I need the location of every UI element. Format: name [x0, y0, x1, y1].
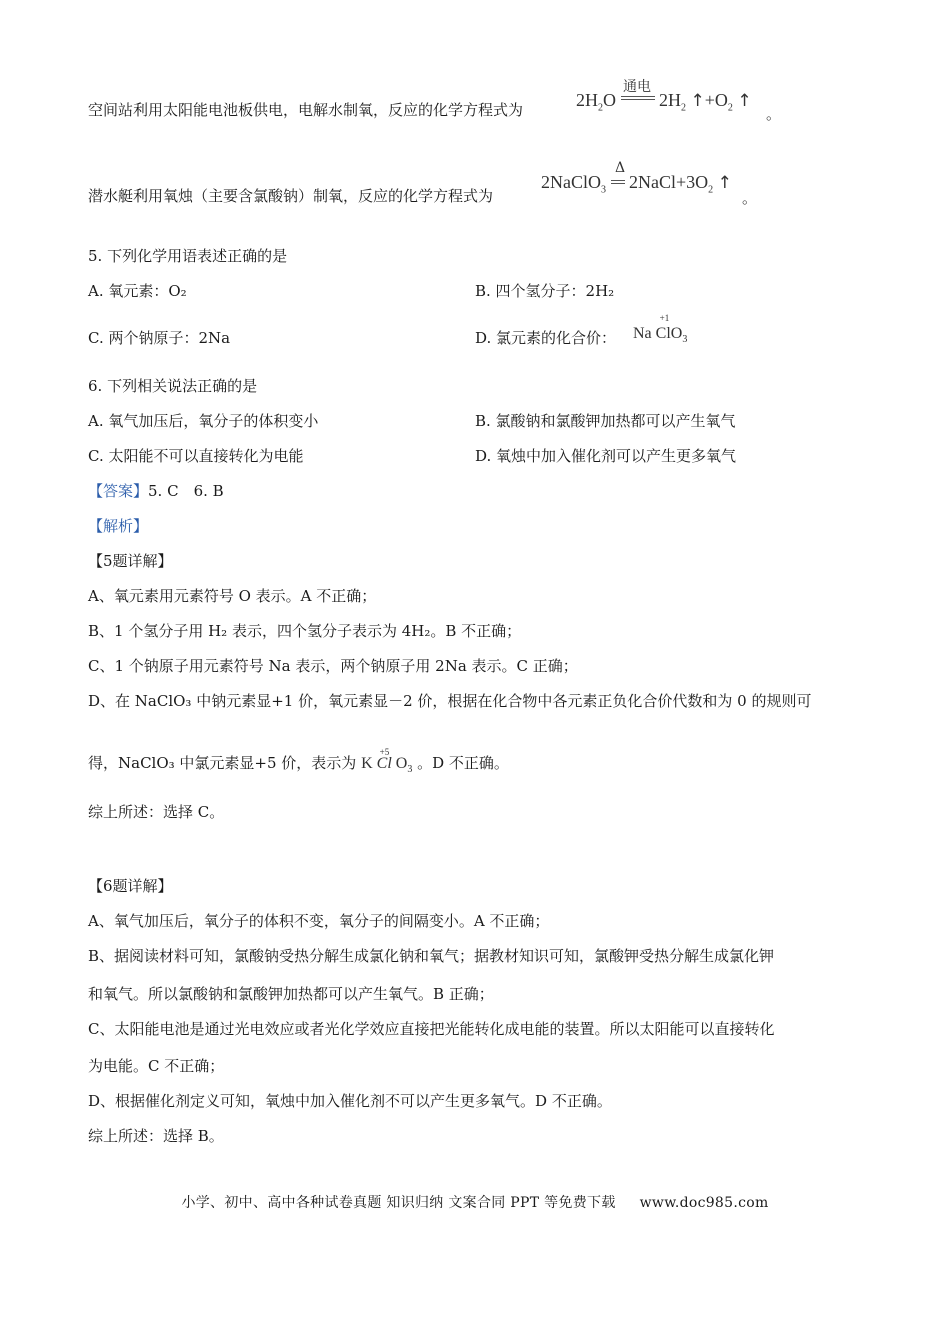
q6-stem: 6. 下列相关说法正确的是 — [88, 377, 258, 395]
analysis-label: 【解析】 — [88, 517, 149, 535]
answer-text: 5. C 6. B — [148, 482, 224, 500]
q5-stem: 5. 下列化学用语表述正确的是 — [88, 247, 288, 265]
q5-option-a: A. 氧元素：O₂ — [88, 282, 187, 300]
detail5-a: A、氧元素用元素符号 O 表示。A 不正确； — [88, 587, 377, 605]
detail5-summary: 综上所述：选择 C。 — [88, 803, 225, 821]
q6-option-c: C. 太阳能不可以直接转化为电能 — [88, 447, 304, 465]
kclo3-formula: K +5 Cl $O_3$ — [361, 747, 413, 776]
q5-option-d: D. 氯元素的化合价： — [475, 329, 617, 347]
intro-line-1: 空间站利用太阳能电池板供电，电解水制氧，反应的化学方程式为 — [88, 101, 524, 119]
q6-option-b: B. 氯酸钠和氯酸钾加热都可以产生氧气 — [475, 412, 736, 430]
q5-option-b: B. 四个氢分子：2H₂ — [475, 282, 615, 300]
footer-url[interactable]: www.doc985.com — [639, 1195, 769, 1211]
detail6-c1: C、太阳能电池是通过光电效应或者光化学效应直接把光能转化成电能的装置。所以太阳能可以直接转化 — [88, 1020, 775, 1038]
q6-option-a: A. 氧气加压后，氧分子的体积变小 — [88, 412, 319, 430]
q5-option-c: C. 两个钠原子：2Na — [88, 329, 231, 347]
answer-label: 【答案】 — [88, 482, 149, 500]
detail6-d: D、根据催化剂定义可知，氧烛中加入催化剂不可以产生更多氧气。D 不正确。 — [88, 1092, 612, 1110]
equation-electrolysis: $2H_2O$ $2H_2$ $↑+O_2$ ↑ — [576, 90, 752, 114]
detail5-c: C、1 个钠原子用元素符号 Na 表示，两个钠原子用 2Na 表示。C 正确； — [88, 657, 578, 675]
page-footer — [0, 1192, 950, 1212]
condition-heat: Δ — [615, 160, 626, 176]
q6-option-d: D. 氧烛中加入催化剂可以产生更多氧气 — [475, 447, 737, 465]
intro-line-2-end: 。 — [742, 189, 758, 207]
detail6-b2: 和氧气。所以氯酸钠和氯酸钾加热都可以产生氧气。B 正确； — [88, 985, 494, 1003]
intro-line-2: 潜水艇利用氧烛（主要含氯酸钠）制氧，反应的化学方程式为 — [88, 187, 494, 205]
detail6-c2: 为电能。C 不正确； — [88, 1057, 225, 1075]
equation-oxygen-candle: 2NaClO$_3$ $2NaCl+3O_2$ ↑ — [541, 172, 732, 196]
intro-line-1-end: 。 — [766, 105, 782, 123]
answer-line — [88, 481, 224, 501]
detail5-d1: D、在 NaClO₃ 中钠元素显+1 价，氧元素显－2 价，根据在化合物中各元素正负化合价代数和为 0 的规则可 — [88, 692, 812, 710]
detail6-b1: B、据阅读材料可知，氯酸钠受热分解生成氯化钠和氧气；据教材知识可知，氯酸钾受热分解生成氯化钾 — [88, 947, 775, 965]
detail6-a: A、氧气加压后，氧分子的体积不变，氧分子的间隔变小。A 不正确； — [88, 912, 550, 930]
detail5-b: B、1 个氢分子用 H₂ 表示，四个氢分子表示为 4H₂。B 不正确； — [88, 622, 522, 640]
detail5-title: 【5题详解】 — [88, 552, 173, 570]
q5-d-formula: Na +1 ClO$_3$ — [633, 313, 688, 346]
detail5-d2: 得，NaClO₃ 中氯元素显+5 价，表示为 K +5 Cl $O_3$ 。D 不正确。 — [88, 747, 509, 776]
detail6-summary: 综上所述：选择 B。 — [88, 1127, 224, 1145]
footer-text: 小学、初中、高中各种试卷真题 知识归纳 文案合同 PPT 等免费下载 — [181, 1195, 616, 1211]
detail6-title: 【6题详解】 — [88, 877, 173, 895]
condition-electricity: 通电 — [623, 79, 651, 95]
